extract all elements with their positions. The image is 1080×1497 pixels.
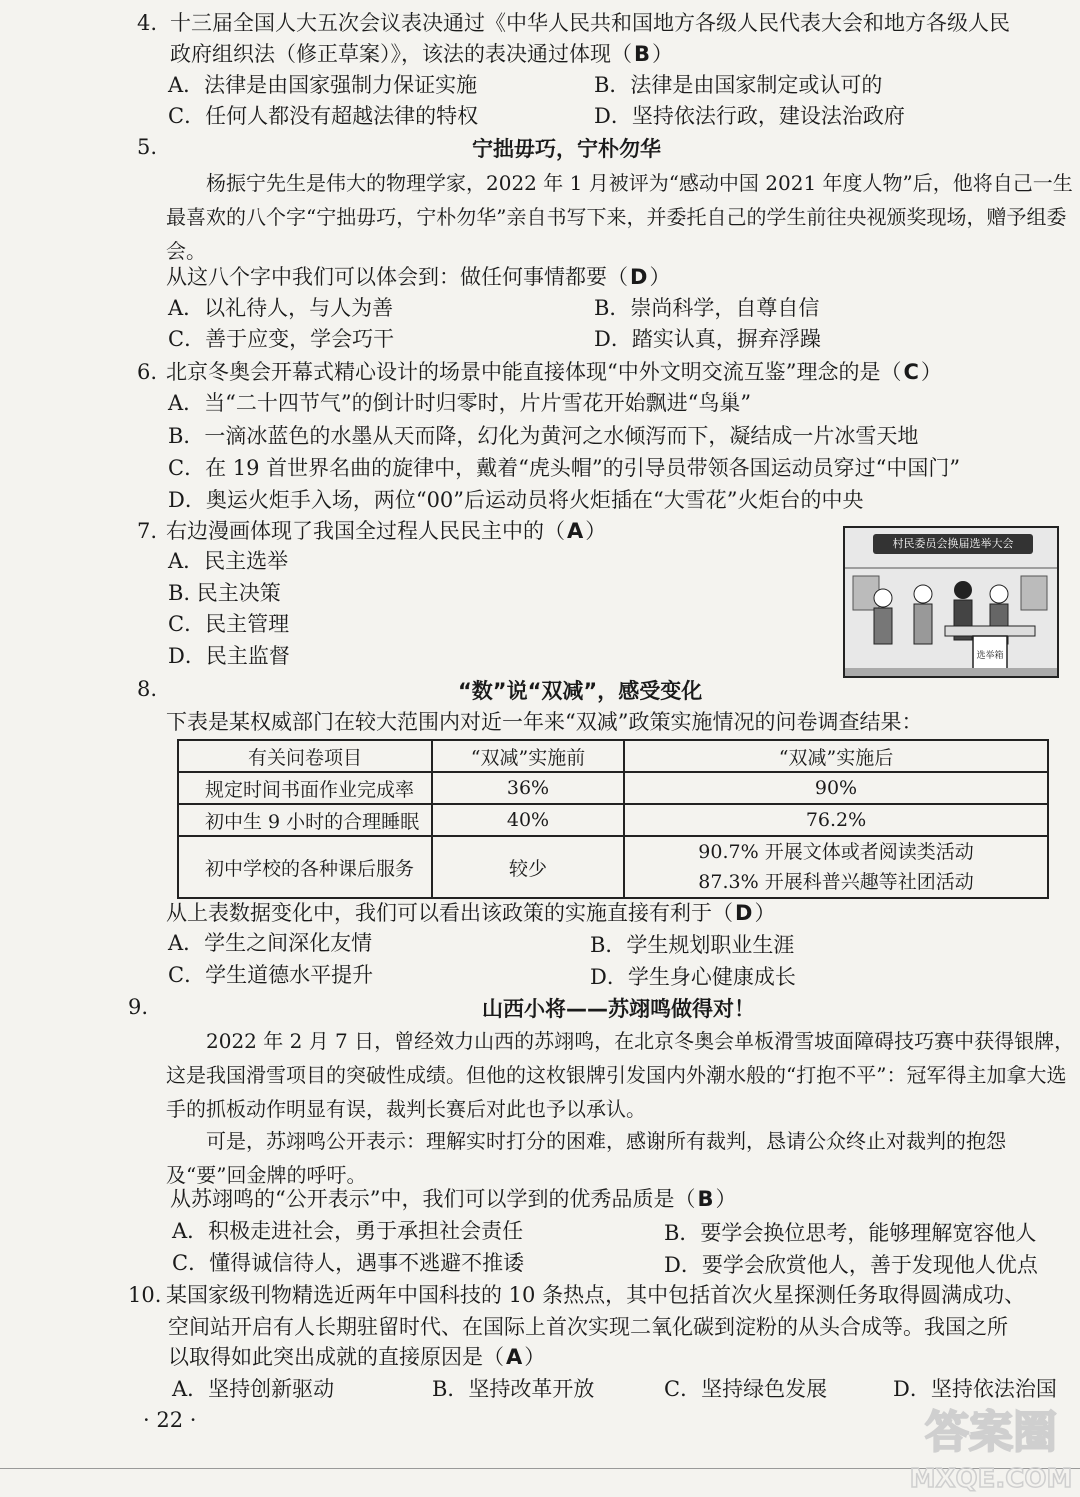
q8-option-a: A．学生之间深化友情 — [168, 931, 373, 955]
q4-stem-line2: 政府组织法（修正草案）》，该法的表决通过体现（B） — [170, 42, 674, 66]
q7-option-d: D．民主监督 — [168, 644, 290, 668]
table-cell: 初中学校的各种课后服务 — [178, 836, 432, 898]
q10-stem-line1: 某国家级刊物精选近两年中国科技的 10 条热点，其中包括首次火星探测任务取得圆满成功、 — [166, 1283, 1026, 1307]
q10-number: 10. — [128, 1283, 162, 1307]
q10-stem-line3: 以取得如此突出成就的直接原因是（A） — [168, 1345, 546, 1369]
q6-number: 6. — [137, 360, 158, 384]
table-header-cell: 有关问卷项目 — [178, 740, 432, 772]
q5-title: 宁拙毋巧，宁朴勿华 — [472, 137, 661, 161]
q10-option-b: B．坚持改革开放 — [432, 1377, 595, 1401]
ballot-box-label: 选举箱 — [976, 651, 1004, 661]
q9-stem: 从苏翊鸣的“公开表示”中，我们可以学到的优秀品质是（B） — [170, 1187, 737, 1211]
q9-option-d: D．要学会欣赏他人，善于发现他人优点 — [664, 1253, 1038, 1277]
q4-option-a: A．法律是由国家强制力保证实施 — [168, 73, 478, 97]
q5-number: 5. — [137, 135, 158, 159]
q6-option-b: B．一滴冰蓝色的水墨从天而降，幻化为黄河之水倾泻而下，凝结成一片冰雪天地 — [168, 424, 919, 448]
q10-answer: A — [506, 1345, 523, 1369]
table-cell: 76.2% — [624, 804, 1048, 836]
q10-option-a: A．坚持创新驱动 — [172, 1377, 335, 1401]
q4-number: 4. — [137, 11, 158, 35]
q9-option-a: A．积极走进社会，勇于承担社会责任 — [172, 1219, 524, 1243]
table-row — [178, 804, 1048, 836]
q10-option-c: C．坚持绿色发展 — [664, 1377, 828, 1401]
site-watermark-logo — [902, 1395, 1080, 1497]
table-cell: 较少 — [432, 836, 624, 898]
q5-passage: 杨振宁先生是伟大的物理学家，2022 年 1 月被评为“感动中国 2021 年度人物”后，他将自己一生最喜欢的八个字“宁拙毋巧，宁朴勿华”亲自书写下来，并委托自己的学生前往央视颁奖现场，赠予组委会。 — [166, 171, 1073, 263]
q7-answer: A — [567, 519, 584, 543]
page-number: · 22 · — [143, 1408, 197, 1432]
q9-passage-2: 可是，苏翊鸣公开表示：理解实时打分的困难，感谢所有裁判，恳请公众终止对裁判的抱怨及“要”回金牌的呼吁。 — [166, 1129, 1006, 1187]
q10-option-d: D．坚持依法治国 — [893, 1377, 1057, 1401]
cartoon-banner: 村民委员会换届选举大会 — [873, 534, 1033, 554]
q5-answer: D — [630, 265, 648, 289]
q6-stem: 北京冬奥会开幕式精心设计的场景中能直接体现“中外文明交流互鉴”理念的是（C） — [166, 360, 942, 384]
table-cell: 36% — [432, 772, 624, 804]
table-cell: 初中生 9 小时的合理睡眠 — [178, 804, 432, 836]
q9-option-b: B．要学会换位思考，能够理解宽容他人 — [664, 1221, 1037, 1245]
q5-option-c: C．善于应变，学会巧干 — [168, 327, 395, 351]
q7-option-a: A．民主选举 — [168, 549, 289, 573]
table-cell: 规定时间书面作业完成率 — [178, 772, 432, 804]
q4-option-d: D．坚持依法行政，建设法治政府 — [594, 104, 905, 128]
q7-option-b: B. 民主决策 — [168, 581, 281, 605]
q9-answer: B — [697, 1187, 714, 1211]
q6-option-c: C．在 19 首世界名曲的旋律中，戴着“虎头帽”的引导员带领各国运动员穿过“中国门” — [168, 456, 961, 480]
watermark-text: 答案圈 — [925, 1407, 1057, 1458]
table-row — [178, 772, 1048, 804]
q6-option-a: A．当“二十四节气”的倒计时归零时，片片雪花开始飘进“鸟巢” — [168, 391, 752, 415]
q8-number: 8. — [137, 677, 158, 701]
q5-option-d: D．踏实认真，摒弃浮躁 — [594, 327, 821, 351]
q9-title: 山西小将——苏翊鸣做得对！ — [482, 997, 755, 1021]
table-header-cell: “双减”实施后 — [624, 740, 1048, 772]
table-header-cell: “双减”实施前 — [432, 740, 624, 772]
q9-passage-1: 2022 年 2 月 7 日，曾经效力山西的苏翊鸣，在北京冬奥会单板滑雪坡面障碍技巧赛中获得银牌，这是我国滑雪项目的突破性成绩。但他的这枚银牌引发国内外潮水般的“打抱不平”：冠军得主加拿大选手的抓板动作明显有误，裁判长赛后对此也予以承认。 — [166, 1029, 1075, 1121]
table-row — [178, 836, 1048, 898]
q6-answer: C — [903, 360, 919, 384]
q8-answer: D — [735, 901, 753, 925]
election-cartoon — [843, 526, 1059, 678]
q5-option-b: B．崇尚科学，自尊自信 — [594, 296, 820, 320]
survey-table — [177, 739, 1049, 899]
q8-option-b: B．学生规划职业生涯 — [590, 933, 795, 957]
watermark-url: MXQE.COM — [909, 1464, 1073, 1494]
q10-stem-line2: 空间站开启有人长期驻留时代、在国际上首次实现二氧化碳到淀粉的从头合成等。我国之所 — [168, 1315, 1008, 1339]
q7-stem: 右边漫画体现了我国全过程人民民主中的（A） — [166, 519, 607, 543]
table-cell — [624, 836, 1048, 898]
q6-option-d: D．奥运火炬手入场，两位“00”后运动员将火炬插在“大雪花”火炬台的中央 — [168, 488, 864, 512]
q4-answer: B — [634, 42, 651, 66]
q4-stem-line1: 十三届全国人大五次会议表决通过《中华人民共和国地方各级人民代表大会和地方各级人民 — [170, 11, 1010, 35]
q4-option-c: C．任何人都没有超越法律的特权 — [168, 104, 479, 128]
q8-title: “数”说“双减”，感受变化 — [458, 679, 703, 703]
q9-option-c: C．懂得诚信待人，遇事不逃避不推诿 — [172, 1251, 525, 1275]
q8-option-d: D．学生身心健康成长 — [590, 965, 796, 989]
table-header-row — [178, 740, 1048, 772]
table-cell: 90% — [624, 772, 1048, 804]
q8-intro: 下表是某权威部门在较大范围内对近一年来“双减”政策实施情况的问卷调查结果： — [166, 710, 923, 734]
q5-option-a: A．以礼待人，与人为善 — [168, 296, 394, 320]
q8-option-c: C．学生道德水平提升 — [168, 963, 374, 987]
q9-number: 9. — [128, 995, 149, 1019]
q8-stem: 从上表数据变化中，我们可以看出该政策的实施直接有利于（D） — [166, 901, 776, 925]
table-cell-line: 90.7% 开展文体或者阅读类活动 — [698, 841, 974, 863]
q7-number: 7. — [137, 519, 158, 543]
q4-option-b: B．法律是由国家制定或认可的 — [594, 73, 883, 97]
table-cell-line: 87.3% 开展科普兴趣等社团活动 — [698, 871, 974, 893]
table-cell: 40% — [432, 804, 624, 836]
q5-stem: 从这八个字中我们可以体会到：做任何事情都要（D） — [166, 265, 671, 289]
q7-option-c: C．民主管理 — [168, 612, 290, 636]
